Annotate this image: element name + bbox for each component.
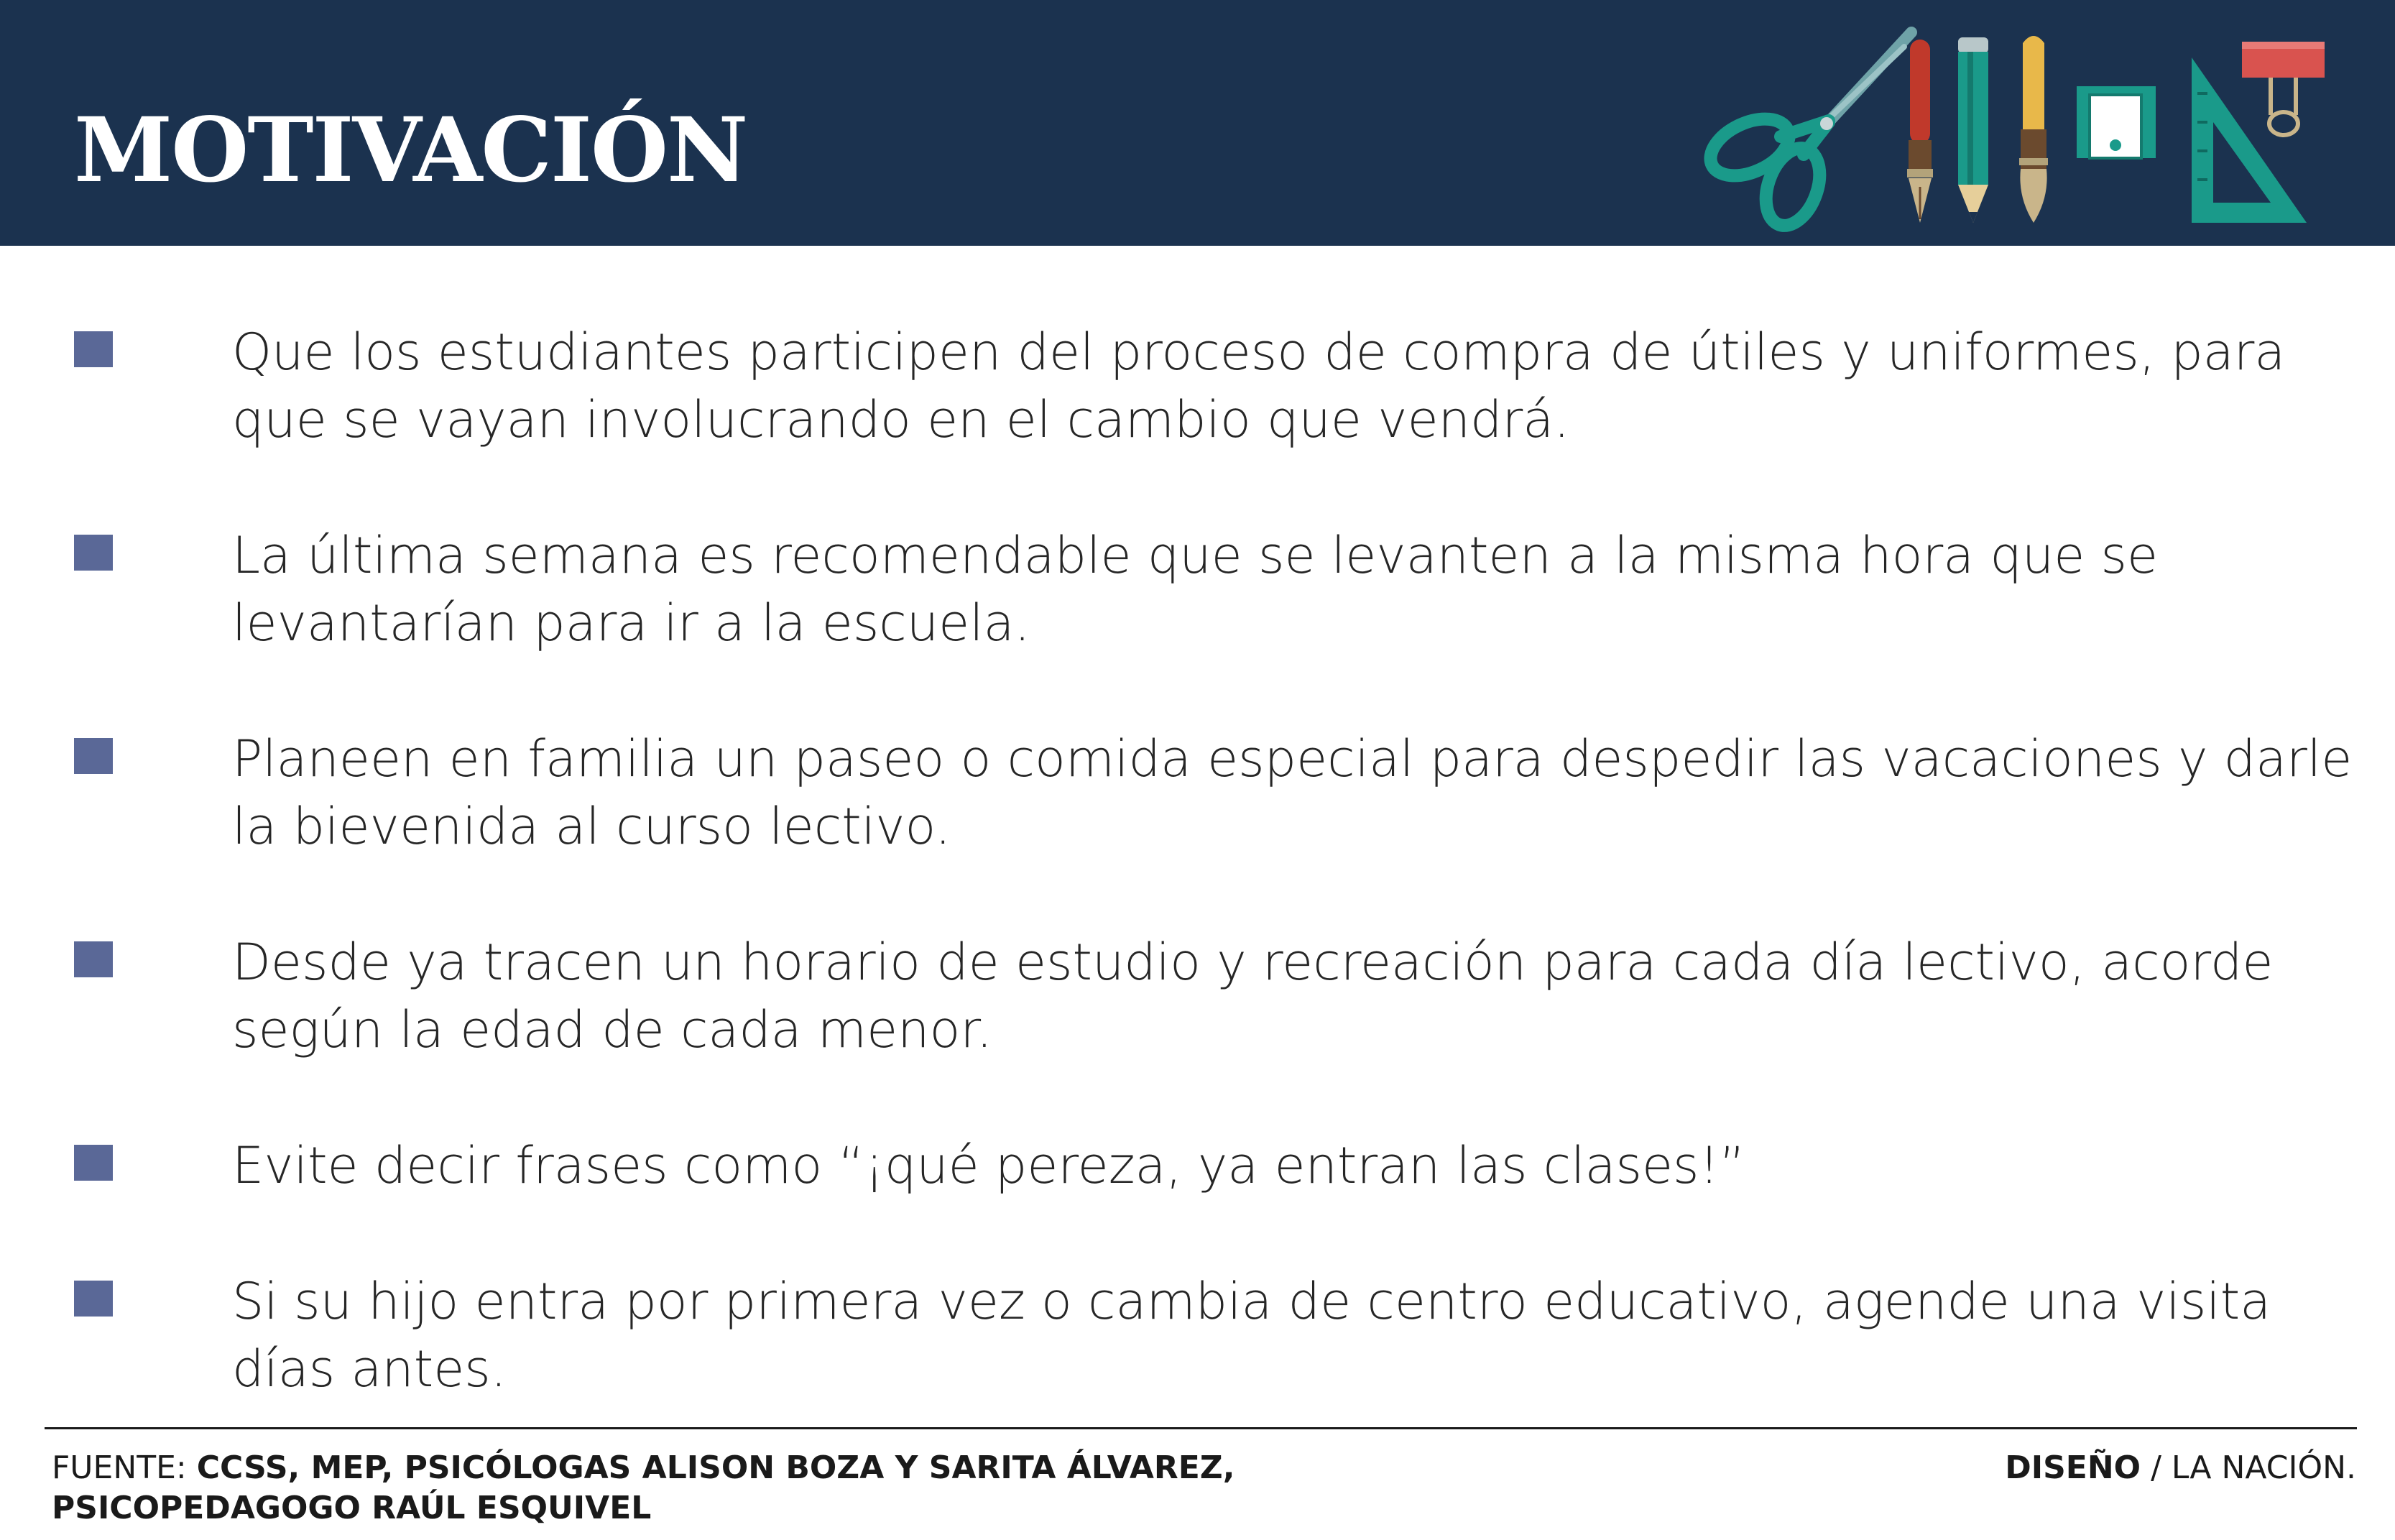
list-item-text: Planeen en familia un paseo o comida especial para despedir las vacaciones y darle la bievenida al curso lectivo. (232, 729, 2353, 856)
list-item-text: La última semana es recomendable que se levanten a la misma hora que se levantarían para ir a la escuela. (232, 526, 2159, 653)
list-item-text: Evite decir frases como “¡qué pereza, ya entran las clases!” (232, 1136, 1745, 1195)
bullet-square-icon (74, 535, 113, 571)
design-credit: / LA NACIÓN. (2151, 1449, 2356, 1486)
footer-divider (45, 1427, 2357, 1429)
footer-source (52, 1448, 1417, 1529)
bullet-square-icon (74, 331, 113, 367)
bullet-square-icon (74, 1145, 113, 1181)
list-item-text: Que los estudiantes participen del proceso de compra de útiles y uniformes, para que se vayan involucrando en el cambio que vendrá. (232, 323, 2286, 449)
page-title: MOTIVACIÓN (74, 98, 747, 203)
footer-credit (2005, 1448, 2356, 1488)
list-item-text: Desde ya tracen un horario de estudio y recreación para cada día lectivo, acorde según la edad de cada menor. (232, 933, 2274, 1059)
bullet-square-icon (74, 1281, 113, 1317)
bullet-square-icon (74, 941, 113, 977)
design-label: DISEÑO (2005, 1449, 2141, 1486)
source-label: FUENTE: (52, 1449, 187, 1486)
list-item-text: Si su hijo entra por primera vez o cambia de centro educativo, agende una visita días antes. (232, 1272, 2271, 1398)
bullet-square-icon (74, 738, 113, 774)
source-text: CCSS, MEP, PSICÓLOGAS ALISON BOZA Y SARITA ÁLVAREZ, PSICOPEDAGOGO RAÚL ESQUIVEL (52, 1449, 1235, 1526)
